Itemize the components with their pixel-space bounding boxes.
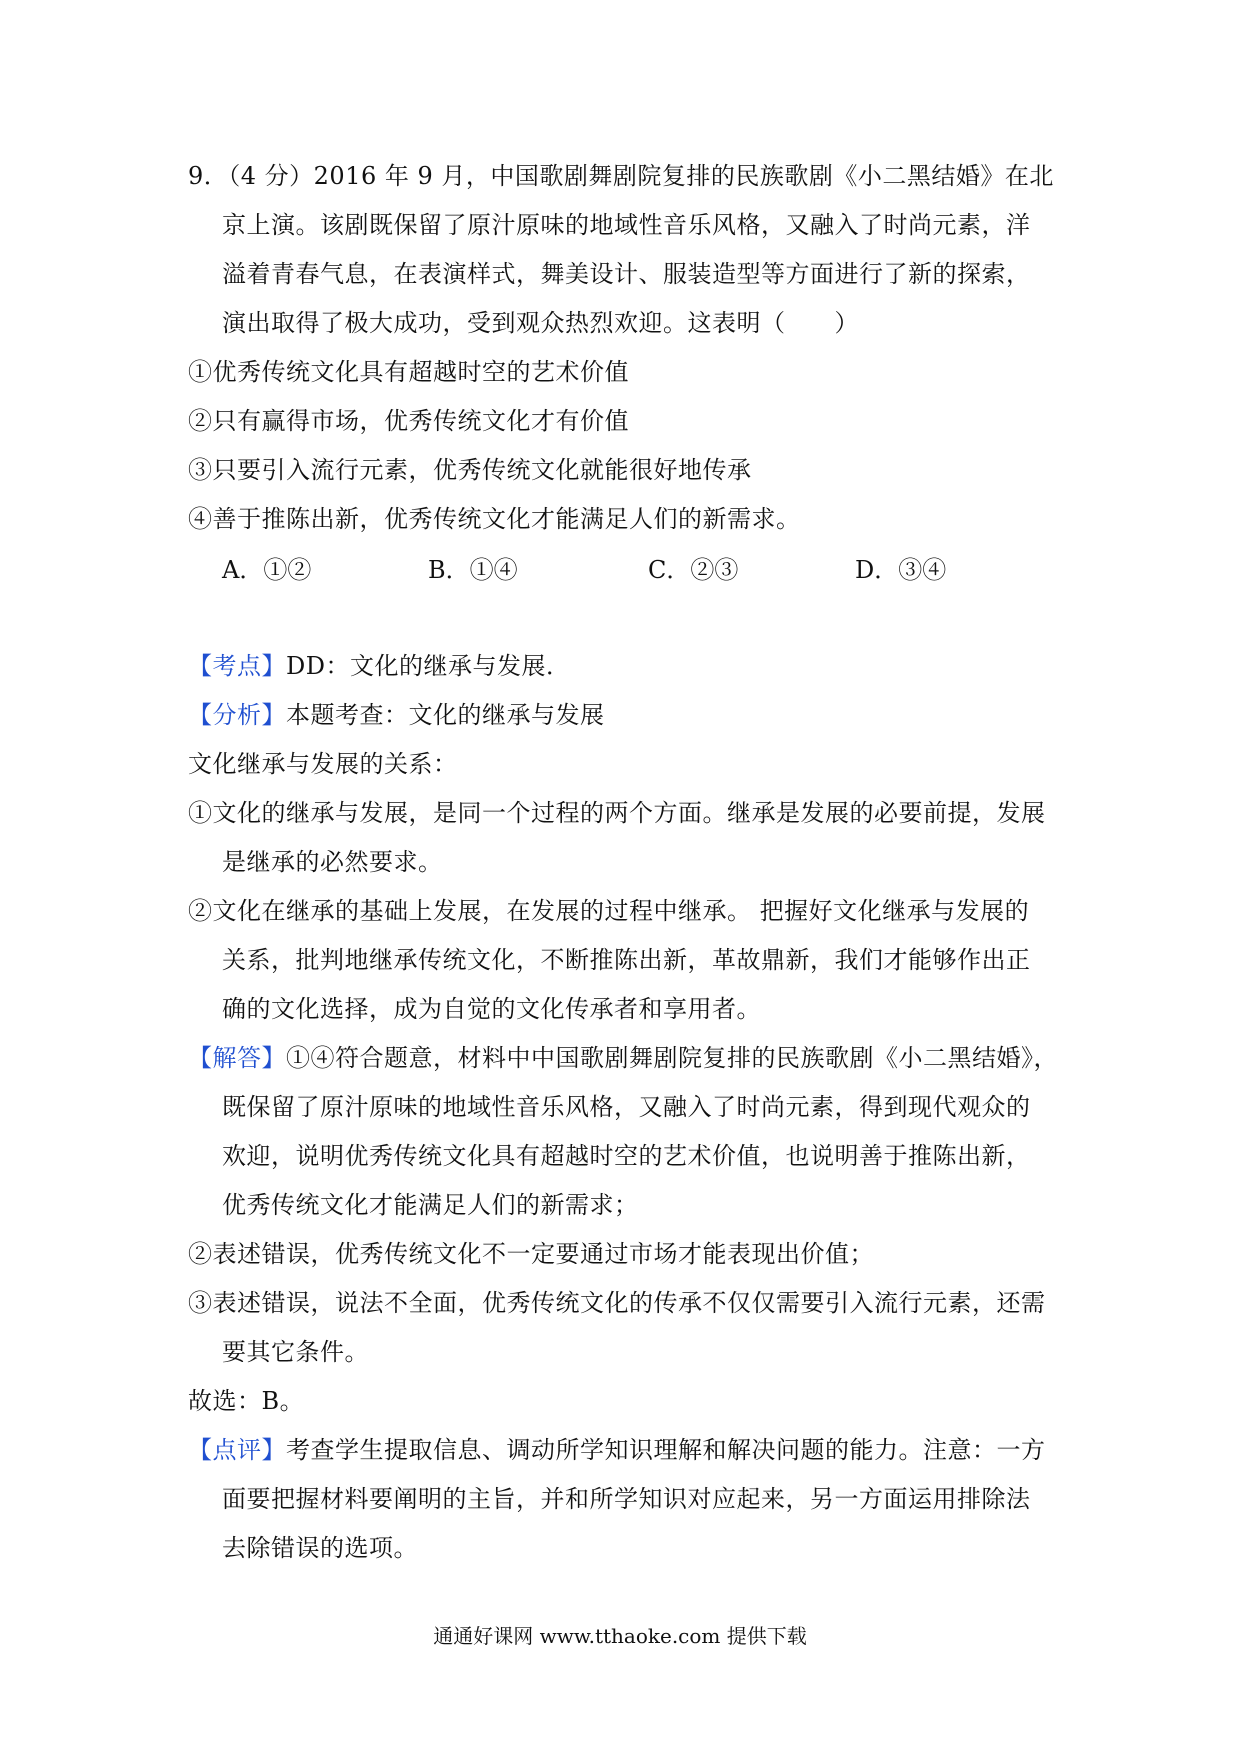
statement-3: ③只要引入流行元素，优秀传统文化就能很好地传承: [188, 456, 752, 484]
statement-2: ②只有赢得市场，优秀传统文化才有价值: [188, 407, 629, 435]
fenxi-line-1: 文化继承与发展的关系：: [188, 750, 458, 778]
question-line-4: 演出取得了极大成功，受到观众热烈欢迎。这表明（ ）: [222, 309, 859, 337]
option-b: B．①④: [428, 556, 518, 584]
dianping-text: 考查学生提取信息、调动所学知识理解和解决问题的能力。注意：一方: [286, 1436, 1046, 1464]
jieda-line-3: 优秀传统文化才能满足人们的新需求；: [222, 1191, 639, 1219]
statement-1: ①优秀传统文化具有超越时空的艺术价值: [188, 358, 629, 386]
fenxi-line-2: ①文化的继承与发展，是同一个过程的两个方面。继承是发展的必要前提，发展: [188, 799, 1046, 827]
jieda-line-2: 欢迎，说明优秀传统文化具有超越时空的艺术价值，也说明善于推陈出新，: [222, 1142, 1031, 1170]
fenxi-text: 本题考查：文化的继承与发展: [286, 701, 605, 729]
jieda-text: ①④符合题意，材料中中国歌剧舞剧院复排的民族歌剧《小二黑结婚》，: [286, 1044, 1058, 1072]
dianping-tag: 【点评】: [188, 1436, 286, 1464]
option-d: D．③④: [855, 556, 947, 584]
fenxi-line-3: 是继承的必然要求。: [222, 848, 443, 876]
page-footer: 通通好课网 www.tthaoke.com 提供下载: [433, 1624, 807, 1648]
fenxi-line: [188, 700, 605, 730]
fenxi-tag: 【分析】: [188, 701, 286, 729]
question-line-2: 京上演。该剧既保留了原汁原味的地域性音乐风格，又融入了时尚元素，洋: [222, 211, 1031, 239]
jieda-line-4: ②表述错误，优秀传统文化不一定要通过市场才能表现出价值；: [188, 1240, 874, 1268]
kaodian-line: [188, 651, 570, 681]
option-c: C．②③: [648, 556, 739, 584]
fenxi-line-5: 关系，批判地继承传统文化，不断推陈出新，革故鼎新，我们才能够作出正: [222, 946, 1031, 974]
jieda-line-6: 要其它条件。: [222, 1338, 369, 1366]
statement-4: ④善于推陈出新，优秀传统文化才能满足人们的新需求。: [188, 505, 801, 533]
fenxi-line-4: ②文化在继承的基础上发展，在发展的过程中继承。 把握好文化继承与发展的: [188, 897, 1030, 925]
kaodian-tag: 【考点】: [188, 652, 286, 680]
option-a: A．①②: [222, 556, 312, 584]
jieda-line-1: 既保留了原汁原味的地域性音乐风格，又融入了时尚元素，得到现代观众的: [222, 1093, 1031, 1121]
dianping-line: [188, 1435, 1046, 1465]
jieda-line: [188, 1043, 1058, 1073]
kaodian-text: DD：文化的继承与发展．: [286, 652, 571, 680]
question-line-3: 溢着青春气息，在表演样式，舞美设计、服装造型等方面进行了新的探索，: [222, 260, 1031, 288]
fenxi-line-6: 确的文化选择，成为自觉的文化传承者和享用者。: [222, 995, 761, 1023]
dianping-line-2: 去除错误的选项。: [222, 1534, 418, 1562]
question-line-1: 9．（4 分）2016 年 9 月，中国歌剧舞剧院复排的民族歌剧《小二黑结婚》在北: [188, 162, 1054, 190]
jieda-line-5: ③表述错误，说法不全面，优秀传统文化的传承不仅仅需要引入流行元素，还需: [188, 1289, 1046, 1317]
jieda-tag: 【解答】: [188, 1044, 286, 1072]
jieda-line-7: 故选：B。: [188, 1387, 305, 1415]
dianping-line-1: 面要把握材料要阐明的主旨，并和所学知识对应起来，另一方面运用排除法: [222, 1485, 1031, 1513]
